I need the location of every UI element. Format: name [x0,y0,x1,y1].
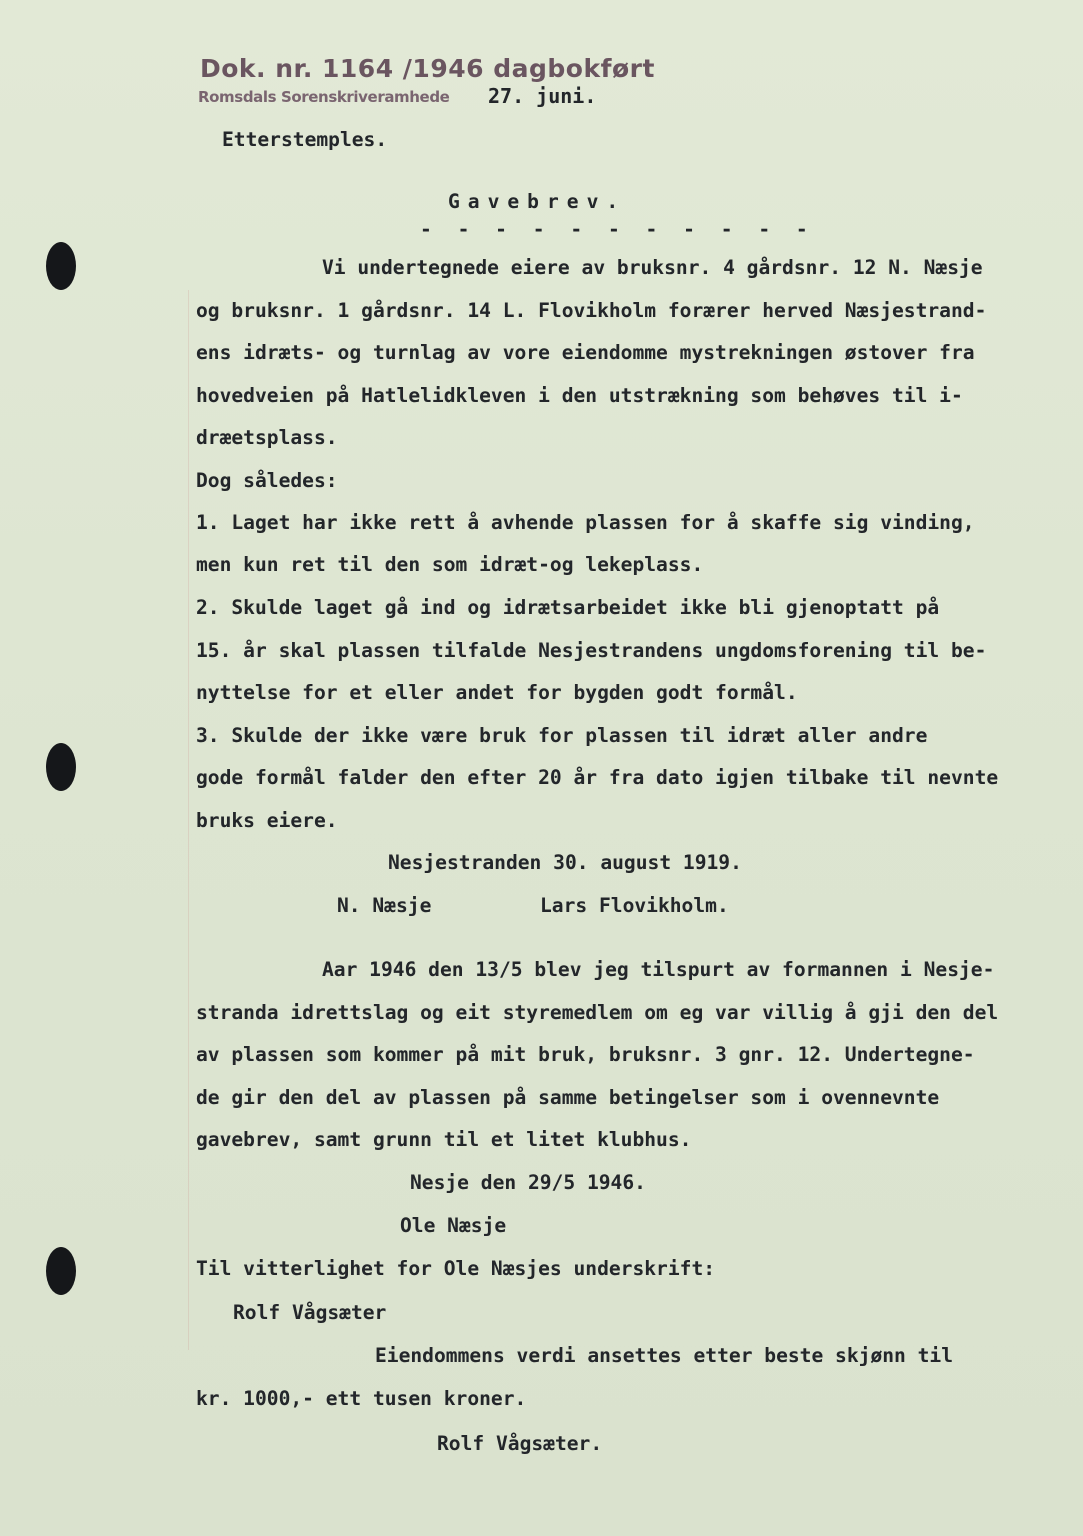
body-line: og bruksnr. 1 gårdsnr. 14 L. Flovikholm forærer herved Næsjestrand- [196,299,987,322]
body-line: ens idræts- og turnlag av vore eiendomme mystrekningen østover fra [196,341,975,364]
body-line: 15. år skal plassen tilfalde Nesjestrandens ungdomsforening til be- [196,639,987,662]
body-line: dræetsplass. [196,426,338,449]
body-line: Vi undertegnede eiere av bruksnr. 4 gårdsnr. 12 N. Næsje [322,256,983,279]
witness-name: Rolf Vågsæter [233,1301,387,1324]
signer-naesje-1919: N. Næsje [337,894,432,917]
body-line: men kun ret til den som idræt-og lekeplass. [196,553,704,576]
place-date-1919: Nesjestranden 30. august 1919. [388,851,742,874]
body-line: gode formål falder den efter 20 år fra dato igjen tilbake til nevnte [196,766,999,789]
place-date-1946: Nesje den 29/5 1946. [410,1171,646,1194]
punch-hole-top [46,242,76,290]
valuation-line: Eiendommens verdi ansettes etter beste skjønn til [375,1344,954,1367]
registry-stamp-office: Romsdals Sorenskriveramhede [198,88,450,106]
signer-flovikholm-1919: Lars Flovikholm. [540,894,729,917]
registry-date: 27. juni. [488,84,597,108]
body-line: 1. Laget har ikke rett å avhende plassen for å skaffe sig vinding, [196,511,975,534]
witness-line: Til vitterlighet for Ole Næsjes underskrift: [196,1257,716,1280]
document-title: Gavebrev. [448,190,627,213]
punch-hole-bottom [46,1247,76,1295]
body-1946-line: Aar 1946 den 13/5 blev jeg tilspurt av formannen i Nesje- [322,958,995,981]
etterstemples-note: Etterstemples. [222,128,388,151]
body-line: bruks eiere. [196,809,338,832]
body-line: hovedveien på Hatlelidkleven i den utstrækning som behøves til i- [196,384,963,407]
body-line: nyttelse for et eller andet for bygden godt formål. [196,681,798,704]
registry-stamp-number: Dok. nr. 1164 /1946 dagbokført [200,54,655,83]
body-1946-line: de gir den del av plassen på samme betingelser som i ovennevnte [196,1086,940,1109]
body-line: Dog således: [196,469,338,492]
body-line: 3. Skulde der ikke være bruk for plassen til idræt aller andre [196,724,928,747]
punch-hole-middle [46,743,76,791]
valuation-line: kr. 1000,- ett tusen kroner. [196,1387,527,1410]
body-1946-line: gavebrev, samt grunn til et litet klubhus. [196,1128,692,1151]
final-signature: Rolf Vågsæter. [437,1432,603,1455]
body-1946-line: stranda idrettslag og eit styremedlem om eg var villig å gji den del [196,1001,999,1024]
signer-ole-naesje: Ole Næsje [400,1214,507,1237]
margin-rule [188,290,189,1350]
body-1946-line: av plassen som kommer på mit bruk, bruksnr. 3 gnr. 12. Undertegne- [196,1043,975,1066]
body-line: 2. Skulde laget gå ind og idrætsarbeidet ikke bli gjenoptatt på [196,596,940,619]
title-underline: - - - - - - - - - - - [420,218,815,241]
